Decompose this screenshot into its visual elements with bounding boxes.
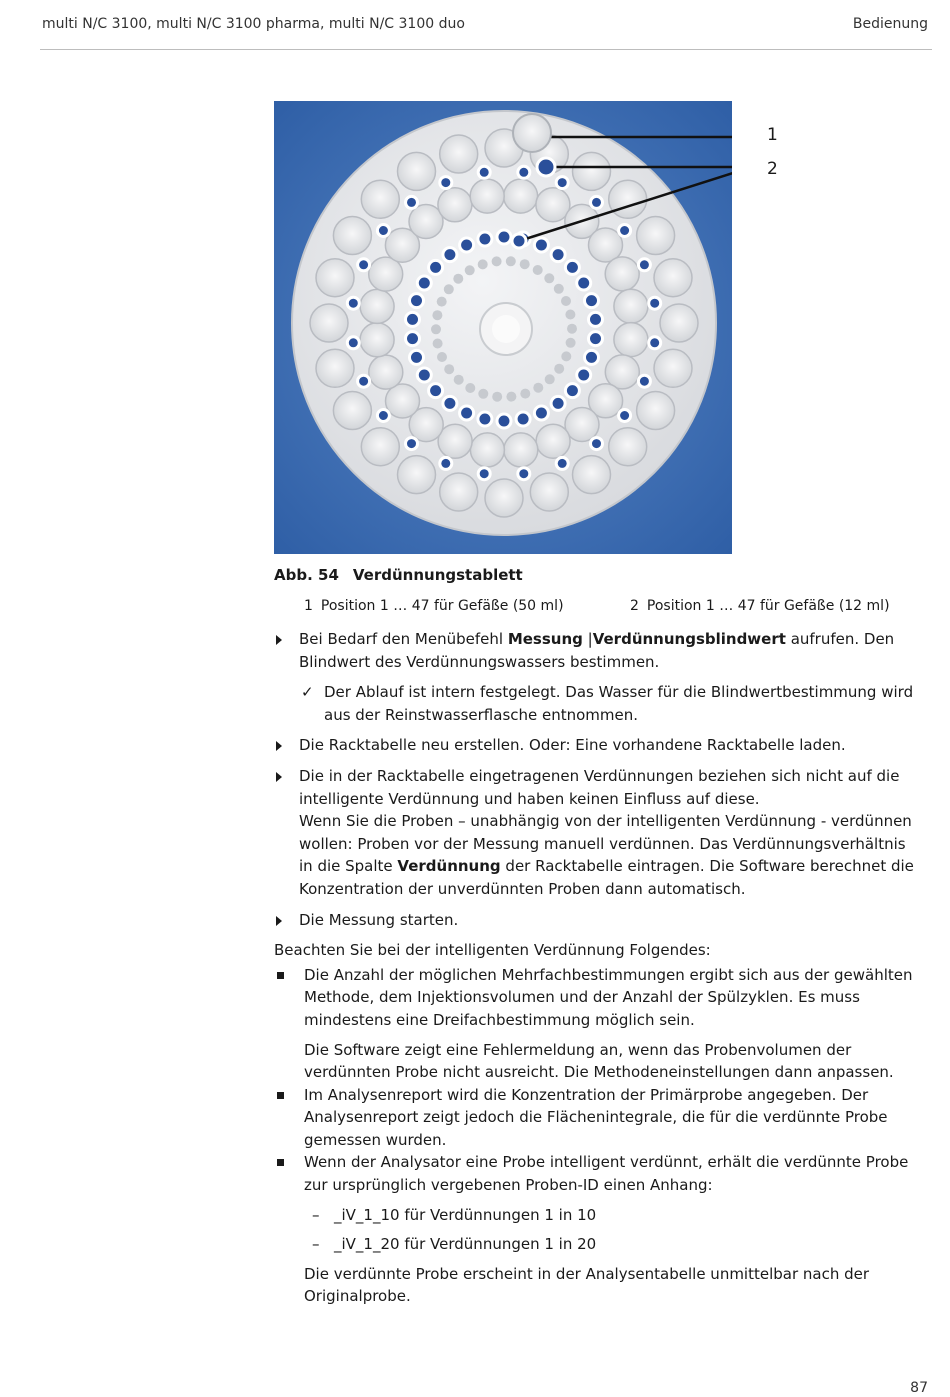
large-position (504, 433, 538, 467)
large-position (605, 257, 639, 291)
figure-caption (274, 566, 523, 584)
step-item: Bei Bedarf den Menübefehl Messung |Verdünnungsblindwert aufrufen. Den Blindwert des Verdünnungswassers bestimmen. (274, 628, 920, 673)
small-vial (591, 438, 603, 450)
dash-item: – _iV_1_10 für Verdünnungen 1 in 10 (274, 1204, 920, 1227)
checkmark-icon: ✓ (301, 683, 314, 702)
step-triangle-icon (276, 772, 282, 782)
bullet-item: Wenn der Analysator eine Probe intelligent verdünnt, erhält die verdünnte Probe zur ursprünglich vergebenen Proben-ID einen Anhang: (274, 1151, 920, 1196)
small-position (492, 256, 502, 266)
large-position (440, 473, 478, 511)
small-position (506, 392, 516, 402)
small-vial (591, 196, 603, 208)
callout-label-1: 1 (767, 125, 778, 145)
small-vial (565, 384, 579, 398)
tray-center-knob-top (492, 315, 520, 343)
small-vial (551, 396, 565, 410)
dash-marker: – (312, 1235, 320, 1254)
small-position (533, 383, 543, 393)
small-position (533, 265, 543, 275)
large-position (438, 188, 472, 222)
small-vial (556, 457, 568, 469)
large-position (361, 180, 399, 218)
small-position (545, 374, 555, 384)
bullet-item: Die Anzahl der möglichen Mehrfachbestimmungen ergibt sich aus der gewählten Methode, dem Injektionsvolumen und der Anzahl der Spülzyklen. Es muss mindestens eine Dreifachbestimmung möglich sein. (274, 964, 920, 1032)
small-vial (649, 337, 661, 349)
callout-label-2: 2 (767, 159, 778, 179)
small-vial (429, 260, 443, 274)
figure-legend-item (304, 598, 564, 614)
small-vial (377, 225, 389, 237)
large-position (333, 392, 371, 430)
step-item: Die in der Racktabelle eingetragenen Verdünnungen beziehen sich nicht auf die intelligente Verdünnung und haben keinen Einfluss auf diese. Wenn Sie die Proben – unabhängig von der intelligenten Verdünnung - verdünnen wollen: Proben vor der Messung manuell verdünnen. Das Verdünnungsverhältnis in die Spalte Verdünnung der Racktabelle eintragen. Die Software berechnet die Konzentration der unverdünnten Proben dann automatisch. (274, 765, 920, 901)
small-vial (460, 406, 474, 420)
large-position (470, 433, 504, 467)
large-position (609, 180, 647, 218)
small-position (561, 351, 571, 361)
large-position (536, 424, 570, 458)
small-vial (518, 166, 530, 178)
header-document-title: multi N/C 3100, multi N/C 3100 pharma, multi N/C 3100 duo (42, 16, 465, 32)
small-position (465, 383, 475, 393)
large-position (637, 217, 675, 255)
large-position (398, 152, 436, 190)
small-position (433, 339, 443, 349)
large-position (614, 323, 648, 357)
small-position (561, 296, 571, 306)
dash-marker: – (312, 1205, 320, 1224)
large-position (660, 304, 698, 342)
small-vial (417, 276, 431, 290)
step-item: Die Racktabelle neu erstellen. Oder: Eine vorhandene Racktabelle laden. (274, 734, 920, 757)
small-vial (619, 410, 631, 422)
callout-1-target (513, 114, 551, 152)
small-vial (534, 406, 548, 420)
step-item: Die Messung starten. (274, 909, 920, 932)
small-vial (443, 248, 457, 262)
legend-text: Position 1 … 47 für Gefäße (12 ml) (646, 598, 890, 614)
figure-caption-title: Verdünnungstablett (352, 566, 523, 584)
small-vial (556, 177, 568, 189)
dash-item: – _iV_1_20 für Verdünnungen 1 in 20 (274, 1233, 920, 1256)
small-vial (478, 232, 492, 246)
small-position (444, 284, 454, 294)
large-position (654, 349, 692, 387)
header-divider (40, 49, 932, 50)
small-vial (377, 410, 389, 422)
small-vial (443, 396, 457, 410)
small-vial (534, 238, 548, 252)
legend-number: 2 (630, 598, 639, 614)
small-vial (406, 196, 418, 208)
small-position (453, 274, 463, 284)
small-vial (585, 350, 599, 364)
small-vial (497, 230, 511, 244)
small-vial (358, 375, 370, 387)
large-position (333, 217, 371, 255)
bullet-subparagraph: Die Software zeigt eine Fehlermeldung an, wenn das Probenvolumen der verdünnten Probe nicht ausreicht. Die Methodeneinstellungen dann anpassen. (304, 1040, 894, 1082)
small-position (566, 338, 576, 348)
small-vial (406, 332, 420, 346)
small-vial (410, 294, 424, 308)
small-vial (347, 297, 359, 309)
large-position (637, 392, 675, 430)
small-vial (358, 259, 370, 271)
small-position (520, 389, 530, 399)
small-vial (460, 238, 474, 252)
large-position (440, 135, 478, 173)
small-vial (497, 414, 511, 428)
small-vial (478, 468, 490, 480)
dilution-tray-photo (274, 101, 778, 554)
small-vial (478, 412, 492, 426)
small-vial (638, 375, 650, 387)
small-vial (649, 297, 661, 309)
large-position (504, 179, 538, 213)
small-vial (638, 259, 650, 271)
large-position (530, 473, 568, 511)
large-position (470, 179, 504, 213)
small-position (554, 284, 564, 294)
large-position (361, 428, 399, 466)
large-position (485, 479, 523, 517)
small-vial (516, 412, 530, 426)
figure-legend-item (630, 598, 890, 614)
large-position (614, 289, 648, 323)
small-position (565, 310, 575, 320)
small-position (506, 256, 516, 266)
small-vial (518, 468, 530, 480)
bullet-item: Im Analysenreport wird die Konzentration der Primärprobe angegeben. Der Analysenreport zeigt jedoch die Flächenintegrale, die für die verdünnte Probe gemessen wurden. (274, 1084, 920, 1152)
large-position (369, 355, 403, 389)
small-vial (410, 350, 424, 364)
step-triangle-icon (276, 635, 282, 645)
small-vial (577, 368, 591, 382)
small-vial (406, 438, 418, 450)
large-position (573, 152, 611, 190)
small-position (454, 375, 464, 385)
small-position (554, 364, 564, 374)
small-position (444, 364, 454, 374)
large-position (360, 323, 394, 357)
bullet-square-icon (277, 1092, 284, 1099)
bullet-square-icon (277, 972, 284, 979)
small-vial (589, 332, 603, 346)
menu-command-messung: Messung (507, 630, 583, 648)
small-vial (585, 294, 599, 308)
bullet-subparagraph: Die verdünnte Probe erscheint in der Analysentabelle unmittelbar nach der Originalprobe. (304, 1264, 870, 1306)
small-position (492, 392, 502, 402)
large-position (316, 259, 354, 297)
step-triangle-icon (276, 741, 282, 751)
small-position (567, 324, 577, 334)
notes-intro: Beachten Sie bei der intelligenten Verdünnung Folgendes: (274, 941, 711, 960)
step-triangle-icon (276, 916, 282, 926)
large-position (310, 304, 348, 342)
large-position (360, 289, 394, 323)
legend-text: Position 1 … 47 für Gefäße (50 ml) (320, 598, 564, 614)
small-position (544, 273, 554, 283)
small-vial (347, 337, 359, 349)
small-position (465, 265, 475, 275)
small-position (478, 259, 488, 269)
small-position (437, 352, 447, 362)
large-position (573, 456, 611, 494)
small-vial (440, 457, 452, 469)
result-item: ✓ Der Ablauf ist intern festgelegt. Das Wasser für die Blindwertbestimmung wird aus der Reinstwasserflasche entnommen. (301, 683, 914, 724)
page-number: 87 (910, 1380, 928, 1396)
small-vial (565, 260, 579, 274)
large-position (609, 428, 647, 466)
small-position (478, 389, 488, 399)
small-vial (429, 384, 443, 398)
figure-caption-number: Abb. 54 (274, 566, 339, 584)
small-vial (577, 276, 591, 290)
large-position (654, 259, 692, 297)
callout-2-target-b (512, 234, 526, 248)
small-position (432, 310, 442, 320)
small-position (437, 297, 447, 307)
small-vial (478, 166, 490, 178)
small-vial (417, 368, 431, 382)
instructions (274, 628, 920, 1308)
callout-2-target-a (537, 158, 555, 176)
small-vial (551, 248, 565, 262)
small-vial (619, 225, 631, 237)
large-position (398, 456, 436, 494)
menu-command-verduennungsblindwert: Verdünnungsblindwert (592, 630, 786, 648)
small-position (431, 324, 441, 334)
large-position (316, 349, 354, 387)
small-position (520, 259, 530, 269)
header-chapter: Bedienung (852, 16, 928, 32)
small-vial (440, 177, 452, 189)
small-vial (406, 312, 420, 326)
legend-number: 1 (304, 598, 313, 614)
small-vial (589, 312, 603, 326)
column-name-verduennung: Verdünnung (397, 857, 501, 876)
bullet-square-icon (277, 1159, 284, 1166)
